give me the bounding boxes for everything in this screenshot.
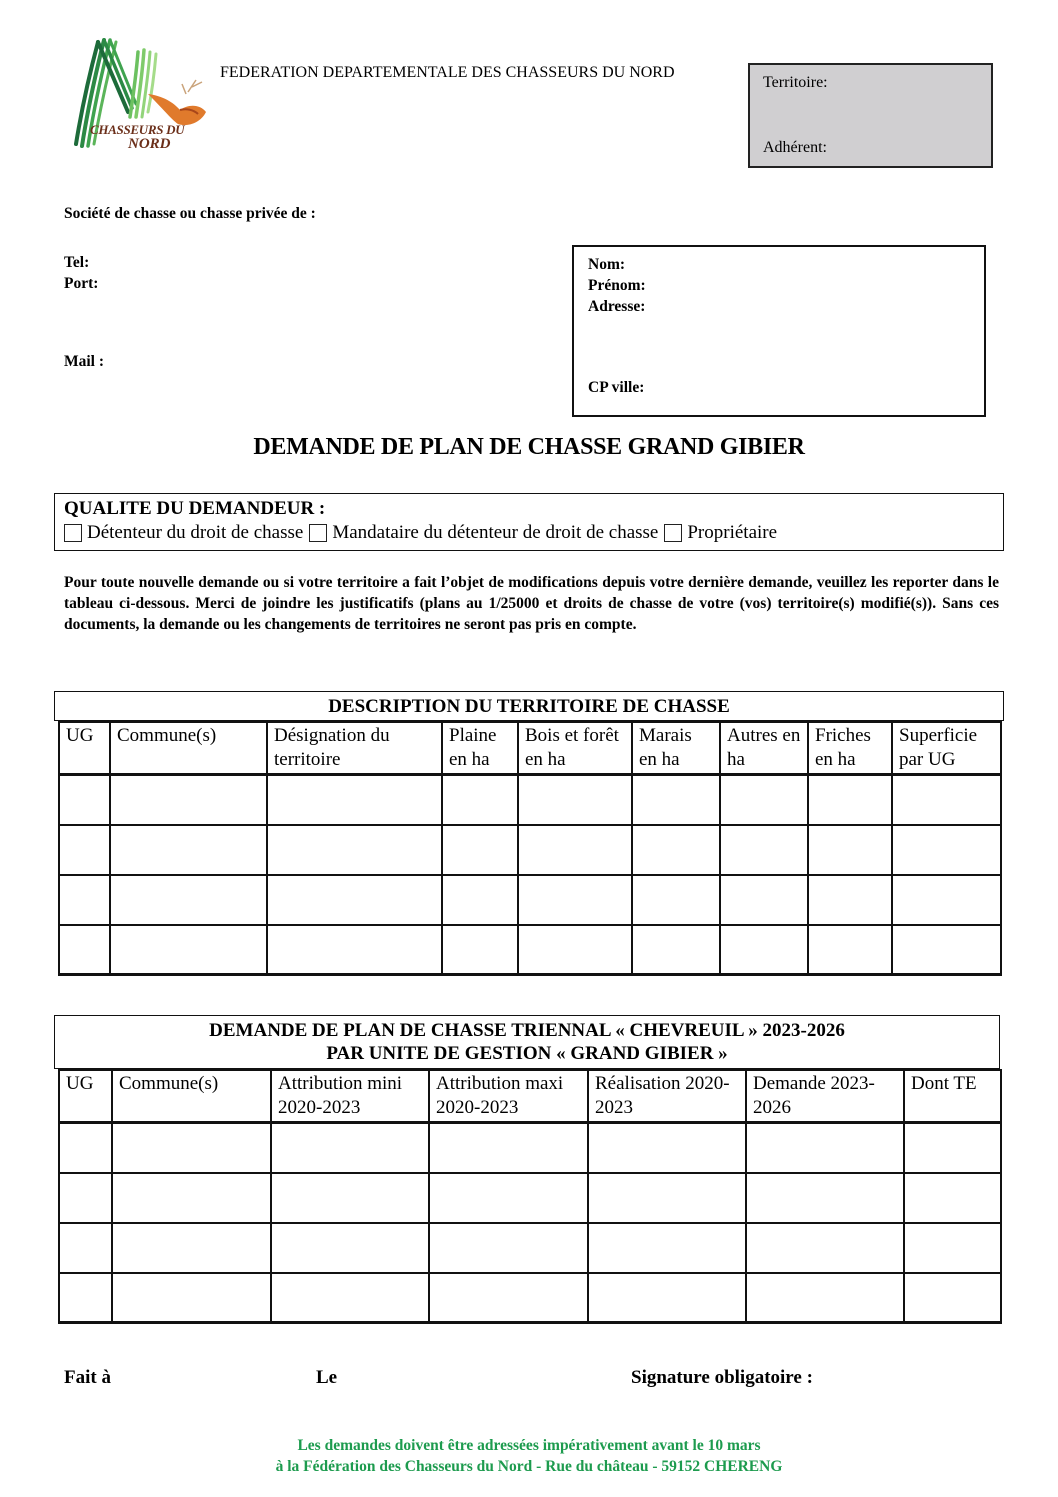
table-cell[interactable] bbox=[518, 775, 632, 825]
table-cell[interactable] bbox=[112, 1223, 271, 1273]
table-cell[interactable] bbox=[271, 1223, 429, 1273]
column-header: Autres en ha bbox=[720, 722, 808, 775]
table-cell[interactable] bbox=[442, 775, 518, 825]
footer-address: à la Fédération des Chasseurs du Nord - Rue du château - 59152 CHERENG bbox=[275, 1458, 783, 1475]
table-cell[interactable] bbox=[59, 1173, 112, 1223]
table-cell[interactable] bbox=[429, 1273, 588, 1323]
table-cell[interactable] bbox=[892, 775, 1001, 825]
qualite-title: QUALITE DU DEMANDEUR : bbox=[64, 498, 326, 519]
table-cell[interactable] bbox=[808, 925, 892, 975]
column-header: Attribution maxi 2020-2023 bbox=[429, 1070, 588, 1123]
table-cell[interactable] bbox=[892, 825, 1001, 875]
table-cell[interactable] bbox=[267, 825, 442, 875]
table-cell[interactable] bbox=[112, 1273, 271, 1323]
column-header: Superficie par UG bbox=[892, 722, 1001, 775]
column-header: Réalisation 2020-2023 bbox=[588, 1070, 746, 1123]
table-cell[interactable] bbox=[904, 1173, 1001, 1223]
table-cell[interactable] bbox=[442, 925, 518, 975]
table-cell[interactable] bbox=[588, 1123, 746, 1173]
table-cell[interactable] bbox=[267, 925, 442, 975]
tel-label: Tel: bbox=[64, 254, 90, 271]
column-header: Dont TE bbox=[904, 1070, 1001, 1123]
identity-box bbox=[572, 245, 986, 417]
port-label: Port: bbox=[64, 275, 99, 292]
date-label: Le bbox=[316, 1367, 338, 1388]
column-header: Friches en ha bbox=[808, 722, 892, 775]
instructions-paragraph: Pour toute nouvelle demande ou si votre territoire a fait l’objet de modifications depuis votre dernière demande, veuillez les reporter dans le tableau ci-dessous. Merci de joindre les justificatifs (plans au 1/25000 et droits de chasse de votre (vos) territoire(s) modifié(s)). Sans ces documents, la demande ou les changements de territoires ne seront pas pris en compte. bbox=[64, 574, 999, 633]
table-cell[interactable] bbox=[588, 1223, 746, 1273]
adherent-label: Adhérent: bbox=[763, 139, 827, 156]
column-header: Demande 2023-2026 bbox=[746, 1070, 904, 1123]
table-cell[interactable] bbox=[808, 775, 892, 825]
table-cell[interactable] bbox=[632, 875, 720, 925]
table-cell[interactable] bbox=[720, 825, 808, 875]
table-cell[interactable] bbox=[271, 1173, 429, 1223]
footer-deadline: Les demandes doivent être adressées impérativement avant le 10 mars bbox=[297, 1437, 761, 1454]
table-cell[interactable] bbox=[59, 775, 110, 825]
table-row bbox=[59, 1173, 1001, 1223]
mandataire-label: Mandataire du détenteur de droit de chasse bbox=[332, 522, 659, 543]
table-row bbox=[59, 925, 1001, 975]
adresse-label: Adresse: bbox=[588, 298, 646, 315]
table-cell[interactable] bbox=[59, 925, 110, 975]
table-cell[interactable] bbox=[112, 1173, 271, 1223]
table-cell[interactable] bbox=[632, 775, 720, 825]
federation-title: FEDERATION DEPARTEMENTALE DES CHASSEURS DU NORD bbox=[220, 64, 675, 81]
table-cell[interactable] bbox=[518, 875, 632, 925]
mail-label: Mail : bbox=[64, 353, 105, 370]
prenom-label: Prénom: bbox=[588, 277, 646, 294]
table-header-row bbox=[59, 1070, 1001, 1123]
detenteur-label: Détenteur du droit de chasse bbox=[87, 522, 304, 543]
territoire-table bbox=[58, 721, 1002, 976]
column-header: Marais en ha bbox=[632, 722, 720, 775]
table-cell[interactable] bbox=[746, 1173, 904, 1223]
federation-logo bbox=[68, 32, 213, 157]
option-mandataire[interactable] bbox=[309, 522, 658, 544]
detenteur-checkbox[interactable] bbox=[64, 524, 82, 542]
territoire-table-title: DESCRIPTION DU TERRITOIRE DE CHASSE bbox=[54, 691, 1004, 721]
logo-text-line1: CHASSEURS DU bbox=[90, 122, 185, 137]
table-cell[interactable] bbox=[429, 1173, 588, 1223]
chevreuil-table bbox=[58, 1069, 1002, 1324]
page-title: DEMANDE DE PLAN DE CHASSE GRAND GIBIER bbox=[253, 434, 805, 460]
table-cell[interactable] bbox=[808, 875, 892, 925]
table-cell[interactable] bbox=[110, 825, 267, 875]
table-cell[interactable] bbox=[588, 1173, 746, 1223]
table-header-row bbox=[59, 722, 1001, 775]
table-cell[interactable] bbox=[59, 1273, 112, 1323]
table-cell[interactable] bbox=[746, 1123, 904, 1173]
column-header: Désignation du territoire bbox=[267, 722, 442, 775]
column-header: UG bbox=[59, 1070, 112, 1123]
column-header: Commune(s) bbox=[112, 1070, 271, 1123]
table-cell[interactable] bbox=[267, 775, 442, 825]
option-detenteur[interactable] bbox=[64, 522, 303, 544]
column-header: UG bbox=[59, 722, 110, 775]
table-row bbox=[59, 775, 1001, 825]
nom-label: Nom: bbox=[588, 256, 626, 273]
table-cell[interactable] bbox=[904, 1123, 1001, 1173]
table-cell[interactable] bbox=[720, 775, 808, 825]
table-row bbox=[59, 1273, 1001, 1323]
table-cell[interactable] bbox=[110, 875, 267, 925]
table-cell[interactable] bbox=[632, 825, 720, 875]
table-cell[interactable] bbox=[271, 1273, 429, 1323]
column-header: Commune(s) bbox=[110, 722, 267, 775]
table-cell[interactable] bbox=[518, 925, 632, 975]
table-cell[interactable] bbox=[59, 875, 110, 925]
table-row bbox=[59, 825, 1001, 875]
table-cell[interactable] bbox=[59, 825, 110, 875]
column-header: Bois et forêt en ha bbox=[518, 722, 632, 775]
chevreuil-title-line2: PAR UNITE DE GESTION « GRAND GIBIER » bbox=[326, 1043, 728, 1064]
territoire-adherent-box bbox=[748, 63, 993, 168]
table-cell[interactable] bbox=[904, 1223, 1001, 1273]
mandataire-checkbox[interactable] bbox=[309, 524, 327, 542]
table-cell[interactable] bbox=[429, 1123, 588, 1173]
table-cell[interactable] bbox=[271, 1123, 429, 1173]
table-cell[interactable] bbox=[429, 1223, 588, 1273]
table-cell[interactable] bbox=[808, 825, 892, 875]
proprietaire-label: Propriétaire bbox=[687, 522, 778, 543]
table-cell[interactable] bbox=[588, 1273, 746, 1323]
table-row bbox=[59, 1123, 1001, 1173]
table-cell[interactable] bbox=[892, 925, 1001, 975]
table-cell[interactable] bbox=[720, 875, 808, 925]
qualite-options bbox=[64, 522, 783, 544]
table-cell[interactable] bbox=[442, 875, 518, 925]
table-cell[interactable] bbox=[112, 1123, 271, 1173]
column-header: Attribution mini 2020-2023 bbox=[271, 1070, 429, 1123]
signature-label: Signature obligatoire : bbox=[631, 1367, 813, 1388]
option-proprietaire[interactable] bbox=[664, 522, 777, 544]
column-header: Plaine en ha bbox=[442, 722, 518, 775]
qualite-box bbox=[54, 493, 1004, 551]
table-cell[interactable] bbox=[518, 825, 632, 875]
table-cell[interactable] bbox=[746, 1223, 904, 1273]
fait-a-label: Fait à bbox=[64, 1367, 111, 1388]
table-cell[interactable] bbox=[720, 925, 808, 975]
table-cell[interactable] bbox=[442, 825, 518, 875]
table-cell[interactable] bbox=[110, 925, 267, 975]
societe-label: Société de chasse ou chasse privée de : bbox=[64, 205, 316, 222]
table-cell[interactable] bbox=[904, 1273, 1001, 1323]
table-cell[interactable] bbox=[59, 1223, 112, 1273]
territoire-label: Territoire: bbox=[763, 74, 828, 91]
table-row bbox=[59, 875, 1001, 925]
chevreuil-title-line1: DEMANDE DE PLAN DE CHASSE TRIENNAL « CHEVREUIL » 2023-2026 bbox=[209, 1020, 845, 1041]
table-cell[interactable] bbox=[892, 875, 1001, 925]
table-cell[interactable] bbox=[746, 1273, 904, 1323]
proprietaire-checkbox[interactable] bbox=[664, 524, 682, 542]
table-row bbox=[59, 1223, 1001, 1273]
table-cell[interactable] bbox=[267, 875, 442, 925]
table-cell[interactable] bbox=[632, 925, 720, 975]
chevreuil-table-title bbox=[54, 1015, 1000, 1069]
table-cell[interactable] bbox=[59, 1123, 112, 1173]
logo-text-line2: NORD bbox=[128, 136, 171, 152]
table-cell[interactable] bbox=[110, 775, 267, 825]
cp-ville-label: CP ville: bbox=[588, 379, 645, 396]
